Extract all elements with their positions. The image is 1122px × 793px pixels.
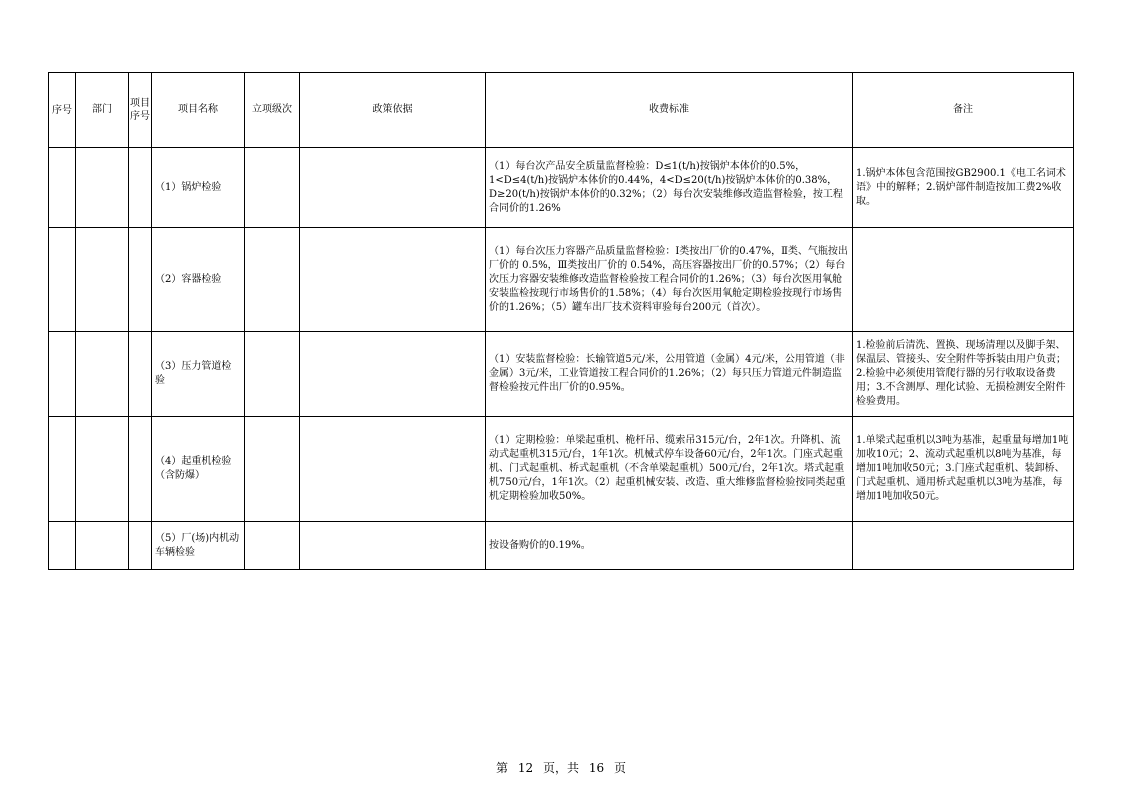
item-name-cell: （1）锅炉检验 — [152, 148, 245, 228]
standard-cell: 按设备购价的0.19%。 — [486, 522, 853, 570]
fee-table — [48, 72, 1074, 570]
header-remark: 备注 — [853, 73, 1074, 148]
dept-cell — [76, 522, 129, 570]
header-policy: 政策依据 — [300, 73, 486, 148]
footer-mid: 页，共 — [542, 761, 579, 775]
item-name-cell: （4）起重机检验（含防爆） — [152, 417, 245, 522]
dept-cell — [76, 148, 129, 228]
seq-cell — [49, 148, 76, 228]
dept-cell — [76, 417, 129, 522]
remark-cell — [853, 228, 1074, 332]
standard-cell: （1）每台次产品安全质量监督检验：D≤1(t/h)按锅炉本体价的0.5%，1<D≤4(t/h)按锅炉本体价的0.44%，4<D≤20(t/h)按锅炉本体价的0.38%，D≥20(t/h)按锅炉本体价的0.32%；（2）每台次安装维修改造监督检验，按工程合同价的1.26% — [486, 148, 853, 228]
item-name-cell: （5）厂(场)内机动车辆检验 — [152, 522, 245, 570]
header-item-name: 项目名称 — [152, 73, 245, 148]
remark-cell: 1.单梁式起重机以3吨为基准，起重量每增加1吨加收10元；2、流动式起重机以8吨为基准，每增加1吨加收50元；3.门座式起重机、装卸桥、门式起重机、通用桥式起重机以3吨为基准，每增加1吨加收50元。 — [853, 417, 1074, 522]
standard-cell: （1）每台次压力容器产品质量监督检验：I类按出厂价的0.47%，Ⅱ类、气瓶按出厂价的 0.5%，Ⅲ类按出厂价的 0.54%，高压容器按出厂价的0.57%；（2）每台次压力容器安装维修改造监督检验按工程合同价的1.26%；（3）每台次医用氧舱安装监检按现行市场售价的1.58%；（4）每台次医用氧舱定期检验按现行市场售价的1.26%；（5）罐车出厂技术资料审验每台200元（首次）。 — [486, 228, 853, 332]
seq-cell — [49, 228, 76, 332]
footer-page-number: 12 — [517, 761, 534, 775]
table-row — [49, 417, 1074, 522]
seq-cell — [49, 417, 76, 522]
header-level: 立项级次 — [245, 73, 300, 148]
seq-cell — [49, 332, 76, 417]
item-seq-cell — [129, 332, 152, 417]
page-footer — [0, 759, 1122, 776]
table-row — [49, 332, 1074, 417]
footer-prefix: 第 — [496, 761, 509, 775]
level-cell — [245, 332, 300, 417]
policy-cell — [300, 228, 486, 332]
remark-cell: 1.锅炉本体包含范围按GB2900.1《电工名词术语》中的解释；2.锅炉部件制造按加工费2%收取。 — [853, 148, 1074, 228]
standard-cell: （1）安装监督检验：长输管道5元/米，公用管道（金属）4元/米，公用管道（非金属）3元/米，工业管道按工程合同价的1.26%；（2）每只压力管道元件制造监督检验按元件出厂价的0.95%。 — [486, 332, 853, 417]
standard-cell: （1）定期检验：单梁起重机、桅杆吊、缆索吊315元/台，2年1次。升降机、流动式起重机315元/台，1年1次。机械式停车设备60元/台，2年1次。门座式起重机、门式起重机、桥式起重机（不含单梁起重机）500元/台，2年1次。塔式起重机750元/台，1年1次。（2）起重机械安装、改造、重大维修监督检验按同类起重机定期检验加收50%。 — [486, 417, 853, 522]
level-cell — [245, 522, 300, 570]
dept-cell — [76, 332, 129, 417]
policy-cell — [300, 417, 486, 522]
policy-cell — [300, 332, 486, 417]
table-row — [49, 148, 1074, 228]
header-dept: 部门 — [76, 73, 129, 148]
dept-cell — [76, 228, 129, 332]
header-standard: 收费标准 — [486, 73, 853, 148]
policy-cell — [300, 148, 486, 228]
item-seq-cell — [129, 228, 152, 332]
table-row — [49, 522, 1074, 570]
level-cell — [245, 148, 300, 228]
item-seq-cell — [129, 417, 152, 522]
footer-total-pages: 16 — [588, 761, 605, 775]
item-name-cell: （2）容器检验 — [152, 228, 245, 332]
level-cell — [245, 228, 300, 332]
item-seq-cell — [129, 522, 152, 570]
header-seq: 序号 — [49, 73, 76, 148]
policy-cell — [300, 522, 486, 570]
remark-cell — [853, 522, 1074, 570]
table-row — [49, 228, 1074, 332]
level-cell — [245, 417, 300, 522]
seq-cell — [49, 522, 76, 570]
footer-suffix: 页 — [613, 761, 626, 775]
remark-cell: 1.检验前后清洗、置换、现场清理以及脚手架、保温层、管接头、安全附件等拆装由用户负责；2.检验中必须使用管爬行器的另行收取设备费用；3.不含测厚、理化试验、无损检测安全附件检验费用。 — [853, 332, 1074, 417]
item-seq-cell — [129, 148, 152, 228]
item-name-cell: （3）压力管道检验 — [152, 332, 245, 417]
header-row — [49, 73, 1074, 148]
header-item-seq: 项目序号 — [129, 73, 152, 148]
